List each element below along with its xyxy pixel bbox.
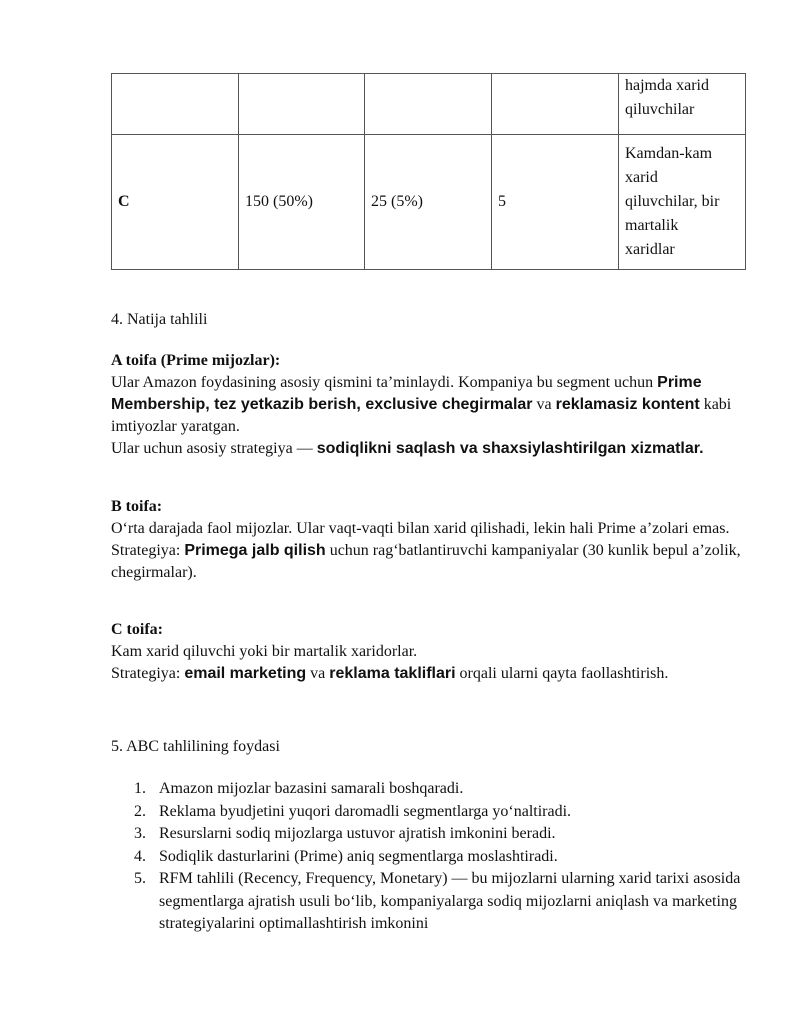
- section-5-heading: 5. ABC tahlilining foydasi: [111, 738, 280, 755]
- a-category-text: [111, 372, 751, 460]
- a-category-block: [111, 350, 751, 460]
- cell-line: xarid: [625, 169, 658, 186]
- list-text: Resurslarni sodiq mijozlarga ustuvor ajratish imkonini beradi.: [159, 825, 556, 842]
- b-category-text: [111, 518, 751, 584]
- table-row: [112, 74, 746, 135]
- cell-line: martalik: [625, 217, 679, 234]
- list-item: [134, 846, 754, 869]
- list-text: Reklama byudjetini yuqori daromadli segmentlarga yo‘naltiradi.: [159, 802, 572, 820]
- b-category-title: B toifa:: [111, 498, 163, 515]
- bold-span: reklamasiz kontent: [555, 396, 700, 413]
- section-4-heading: 4. Natija tahlili: [111, 311, 208, 328]
- bold-span: Primega jalb qilish: [184, 542, 326, 559]
- table-cell: [112, 74, 239, 135]
- benefits-list: [134, 778, 754, 936]
- list-text: Amazon mijozlar bazasini samarali boshqaradi.: [159, 780, 464, 797]
- table-cell: [619, 74, 746, 135]
- table-cell: [365, 74, 492, 135]
- table-cell: [239, 74, 365, 135]
- text-span: O‘rta darajada faol mijozlar. Ular vaqt-vaqti bilan xarid qilishadi, lekin hali Prime a’zolari emas.: [111, 520, 730, 537]
- abc-table: [111, 73, 746, 270]
- b-category-block: [111, 496, 751, 584]
- bold-span: exclusive chegirmalar: [365, 396, 533, 413]
- text-span: orqali ularni qayta faollashtirish.: [455, 665, 669, 682]
- category-cell: C: [112, 135, 239, 270]
- bold-span: tez yetkazib berish: [214, 396, 357, 413]
- table-cell: 5: [492, 135, 619, 270]
- list-text: Sodiqlik dasturlarini (Prime) aniq segmentlarga moslashtiradi.: [159, 847, 558, 865]
- text-span: kabi imtiyozlar yaratgan.: [111, 396, 732, 435]
- list-text: RFM tahlili (Recency, Frequency, Monetary) — bu mijozlarni ularning xarid tarixi asosida segmentlarga ajratish usuli bo‘lib, kompaniyalarga sodiq mijozlarni aniqlash va marketing strategiyalarini optimallashtirish imkonini: [159, 870, 741, 932]
- list-number: 5.: [134, 870, 146, 887]
- table-cell: 150 (50%): [239, 135, 365, 270]
- text-span: ,: [356, 396, 366, 413]
- text-span: ,: [205, 396, 215, 413]
- a-category-title: A toifa (Prime mijozlar):: [111, 352, 281, 369]
- table-cell: 25 (5%): [365, 135, 492, 270]
- bold-span: reklama takliflari: [329, 665, 456, 682]
- cell-line: qiluvchilar, bir: [625, 193, 720, 210]
- c-category-text: [111, 641, 751, 685]
- list-number: 2.: [134, 802, 146, 820]
- cell-line: Kamdan-kam: [625, 145, 713, 162]
- text-span: Strategiya:: [111, 542, 185, 559]
- cell-line: hajmda xarid: [625, 77, 709, 94]
- text-span: va: [532, 396, 556, 413]
- table-row: [112, 135, 746, 270]
- text-span: uchun rag‘batlantiruvchi kampaniyalar (30 kunlik bepul a’zolik, chegirmalar).: [111, 542, 741, 581]
- c-category-title: C toifa:: [111, 621, 163, 638]
- text-span: Ular uchun asosiy strategiya —: [111, 440, 317, 457]
- cell-line: qiluvchilar: [625, 101, 695, 118]
- text-span: Strategiya:: [111, 665, 185, 682]
- list-number: 3.: [134, 825, 146, 842]
- text-span: Ular Amazon foydasining asosiy qismini ta’minlaydi. Kompaniya bu segment uchun: [111, 374, 654, 391]
- bold-span: sodiqlikni saqlash va shaxsiylashtirilgan xizmatlar.: [316, 440, 704, 457]
- list-item: [134, 801, 754, 824]
- c-category-block: [111, 619, 751, 685]
- bold-span: email marketing: [184, 665, 307, 682]
- list-item: [134, 778, 754, 801]
- table-cell: [619, 135, 746, 270]
- list-item: [134, 868, 754, 936]
- table-cell: [492, 74, 619, 135]
- text-span: va: [306, 665, 330, 682]
- bold-span: Prime Membership: [111, 374, 702, 413]
- list-item: [134, 823, 754, 846]
- cell-line: xaridlar: [625, 241, 675, 258]
- text-span: Kam xarid qiluvchi yoki bir martalik xaridorlar.: [111, 643, 418, 660]
- list-number: 1.: [134, 780, 146, 797]
- list-number: 4.: [134, 847, 146, 865]
